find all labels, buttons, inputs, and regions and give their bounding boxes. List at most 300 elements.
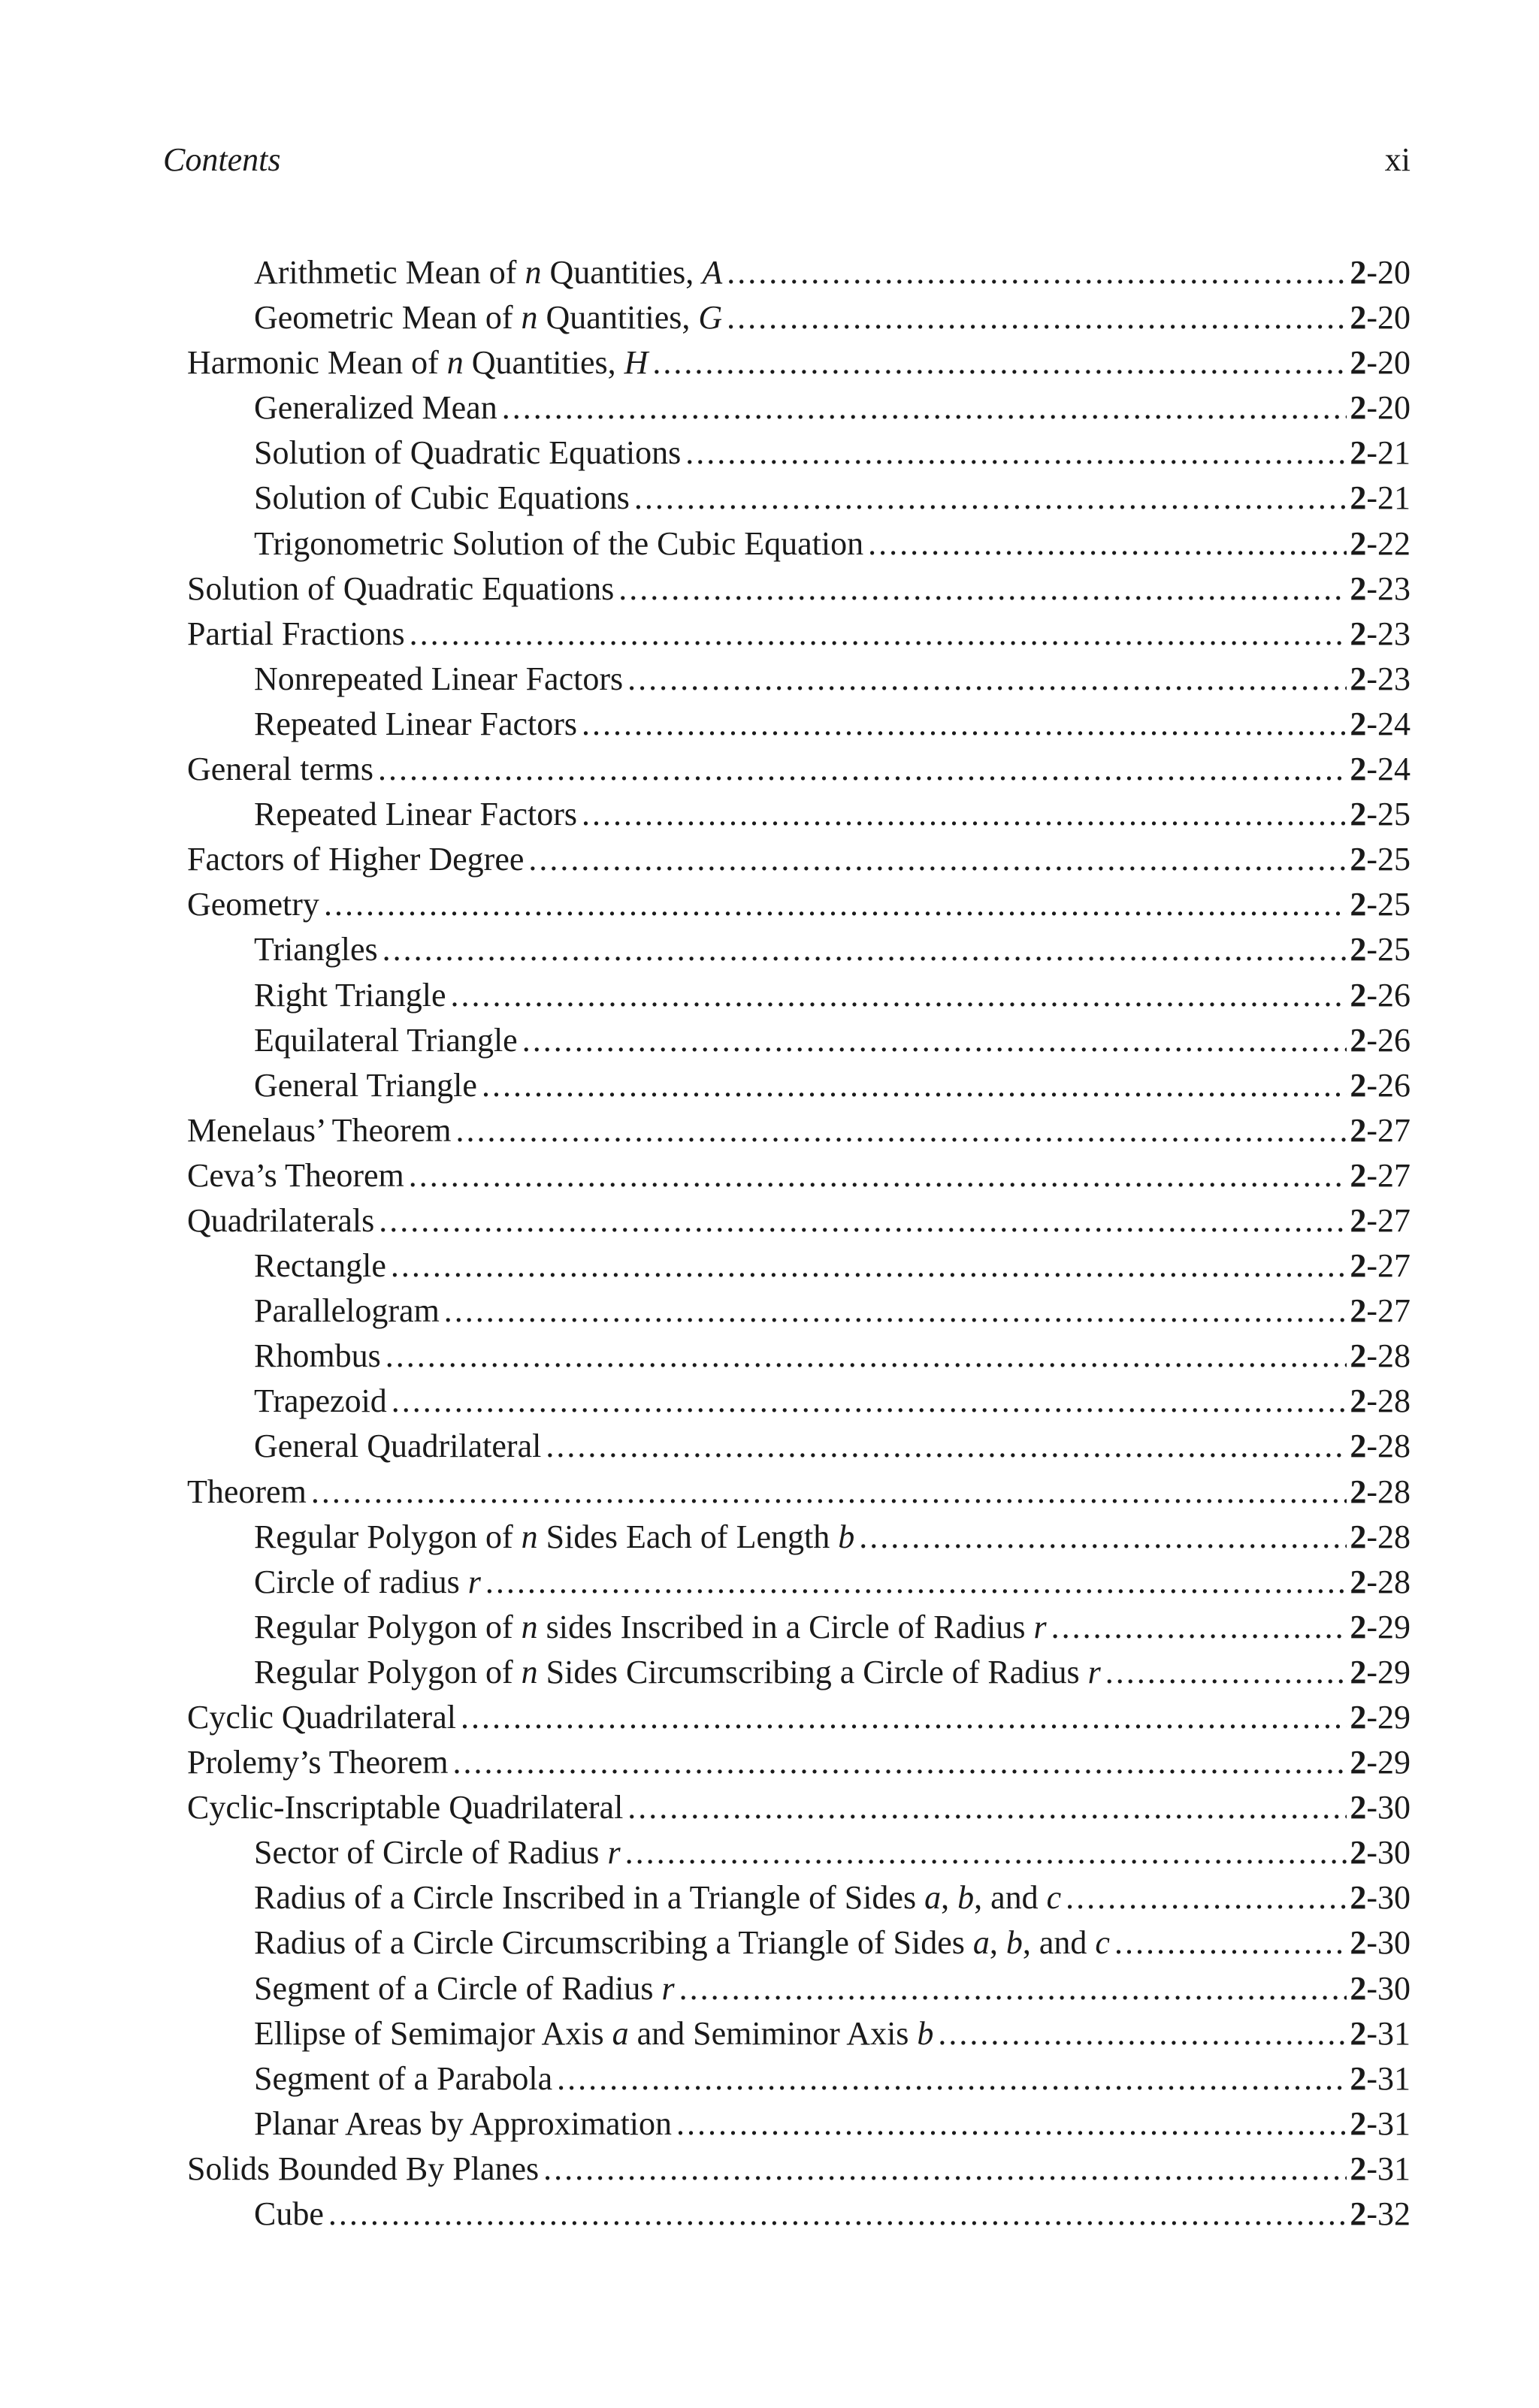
toc-chapter-number: 2 [1350,1156,1367,1194]
toc-title-segment: Geometry [187,886,319,923]
toc-title-segment: Segment of a Parabola [254,2059,553,2097]
toc-entry [187,2011,1410,2056]
toc-entry [187,882,1410,927]
toc-entry-title [254,385,497,431]
toc-entry [187,1153,1410,1198]
dot-leader [392,1379,1347,1424]
toc-title-segment: Geometric Mean of [254,299,522,337]
toc-title-segment: Right Triangle [254,976,446,1014]
toc-page-ref [1350,1334,1410,1379]
dot-leader [311,1470,1347,1515]
toc-page-number: -22 [1366,524,1410,562]
toc-page-number: -27 [1366,1156,1410,1194]
toc-title-segment: Factors of Higher Degree [187,841,525,878]
toc-entry [187,973,1410,1018]
toc-page-number: -26 [1366,976,1410,1014]
toc-entry [187,1740,1410,1785]
toc-title-segment: Cube [254,2195,324,2233]
toc-math-variable: n [521,1518,538,1555]
toc-chapter-number: 2 [1350,570,1367,607]
toc-entry-title [254,431,681,476]
toc-title-segment: Radius of a Circle Circumscribing a Triangle of Sides [254,1924,973,1962]
dot-leader [582,702,1347,747]
toc-page-ref [1350,1153,1410,1198]
toc-page-ref [1350,2056,1410,2101]
toc-page-ref [1350,1108,1410,1153]
toc-entry-title [187,612,405,657]
toc-entry-title [254,295,722,340]
toc-page-ref [1350,1875,1410,1920]
toc-math-variable: b [957,1879,975,1917]
dot-leader [557,2056,1347,2101]
toc-title-segment: Nonrepeated Linear Factors [254,660,624,697]
dot-leader [938,2011,1347,2056]
toc-page-ref [1350,385,1410,431]
toc-chapter-number: 2 [1350,524,1367,562]
toc-title-segment: General Quadrilateral [254,1428,542,1465]
toc-chapter-number: 2 [1350,344,1367,382]
dot-leader [452,1740,1347,1785]
toc-page-ref [1350,566,1410,612]
toc-chapter-number: 2 [1350,1518,1367,1555]
toc-title-segment: Quantities, [537,299,699,337]
toc-title-segment: Radius of a Circle Inscribed in a Triangle of Sides [254,1879,925,1917]
toc-page-number: -21 [1366,479,1410,517]
toc-page-number: -25 [1366,886,1410,923]
dot-leader [328,2192,1347,2237]
toc-page-ref [1350,612,1410,657]
toc-title-segment: Theorem [187,1473,307,1510]
toc-page-number: -20 [1366,389,1410,427]
toc-entry-title [187,1198,374,1243]
toc-math-variable: n [521,299,538,337]
toc-title-segment: Solution of Quadratic Equations [187,570,615,607]
dot-leader [627,1785,1347,1830]
toc-entry-title [254,521,863,566]
toc-page-number: -28 [1366,1428,1410,1465]
toc-math-variable: n [521,1653,538,1690]
toc-page-ref [1350,1560,1410,1605]
toc-chapter-number: 2 [1350,2150,1367,2187]
toc-page-number: -28 [1366,1563,1410,1600]
toc-page-number: -23 [1366,660,1410,697]
toc-title-segment: sides Inscribed in a Circle of Radius [537,1608,1034,1645]
toc-math-variable: r [661,1969,675,2007]
toc-entry [187,431,1410,476]
toc-page-number: -30 [1366,1789,1410,1826]
toc-title-segment: Regular Polygon of [254,1518,522,1555]
toc-entry-title [254,657,623,702]
toc-page-number: -20 [1366,254,1410,291]
toc-chapter-number: 2 [1350,705,1367,742]
dot-leader [379,1198,1347,1243]
toc-entry [187,2101,1410,2147]
toc-entry-title [254,1243,386,1289]
toc-page-ref [1350,2101,1410,2147]
toc-title-segment: Ellipse of Semimajor Axis [254,2014,612,2052]
toc-entry-title [187,1695,456,1740]
toc-page-ref [1350,250,1410,295]
toc-entry-title [254,2192,324,2237]
dot-leader [634,476,1347,521]
toc-entry-title [254,1966,675,2011]
toc-chapter-number: 2 [1350,2014,1367,2052]
toc-entry [187,385,1410,431]
toc-page-number: -24 [1366,705,1410,742]
toc-entry [187,792,1410,837]
toc-chapter-number: 2 [1350,976,1367,1014]
dot-leader [461,1695,1347,1740]
toc-page-number: -31 [1366,2104,1410,2142]
toc-title-segment: , [989,1924,1006,1962]
toc-entry-title [254,1424,541,1469]
toc-entry-title [187,340,648,385]
toc-entry [187,250,1410,295]
toc-math-variable: c [1095,1924,1110,1962]
dot-leader [679,1966,1347,2011]
toc-page-number: -28 [1366,1382,1410,1420]
dot-leader [451,973,1347,1018]
toc-chapter-number: 2 [1350,1292,1367,1330]
toc-chapter-number: 2 [1350,2104,1367,2142]
toc-title-segment: , and [974,1879,1047,1917]
toc-entry [187,837,1410,882]
toc-page-number: -29 [1366,1744,1410,1781]
toc-chapter-number: 2 [1350,1247,1367,1285]
toc-page-ref [1350,1018,1410,1063]
toc-title-segment: Sides Circumscribing a Circle of Radius [537,1653,1088,1690]
toc-page-ref [1350,1920,1410,1965]
toc-page-number: -25 [1366,931,1410,968]
toc-title-segment: Trigonometric Solution of the Cubic Equation [254,524,864,562]
toc-entry [187,1515,1410,1560]
toc-title-segment: Menelaus’ Theorem [187,1111,452,1149]
toc-title-segment: Arithmetic Mean of [254,254,525,291]
toc-page-number: -25 [1366,841,1410,878]
toc-entry-title [254,927,378,972]
toc-chapter-number: 2 [1350,1879,1367,1917]
toc-page-ref [1350,295,1410,340]
toc-math-variable: b [1005,1924,1023,1962]
dot-leader [627,657,1347,702]
toc-page-number: -20 [1366,344,1410,382]
toc-chapter-number: 2 [1350,931,1367,968]
toc-chapter-number: 2 [1350,1969,1367,2007]
dot-leader [727,250,1347,295]
toc-entry [187,1785,1410,1830]
toc-title-segment: Repeated Linear Factors [254,796,578,833]
toc-entry-title [254,1650,1101,1695]
toc-entry-title [187,747,373,792]
toc-title-segment: General Triangle [254,1066,477,1104]
toc-entry [187,2056,1410,2101]
toc-entry-title [254,1379,387,1424]
toc-page-number: -27 [1366,1247,1410,1285]
toc-entry-title [254,2056,552,2101]
toc-title-segment: General terms [187,751,373,788]
toc-entry-title [254,1920,1110,1965]
toc-chapter-number: 2 [1350,299,1367,337]
toc-page-ref [1350,340,1410,385]
toc-page-ref [1350,431,1410,476]
dot-leader [727,295,1347,340]
toc-page-ref [1350,1966,1410,2011]
toc-entry [187,476,1410,521]
toc-math-variable: A [702,254,723,291]
toc-entry [187,1108,1410,1153]
toc-title-segment: Quadrilaterals [187,1201,375,1239]
toc-entry-title [254,250,722,295]
toc-title-segment: Partial Fractions [187,615,405,652]
toc-page-ref [1350,837,1410,882]
toc-title-segment: Equilateral Triangle [254,1021,518,1059]
toc-page-number: -24 [1366,751,1410,788]
toc-title-segment: Circle of radius [254,1563,468,1600]
toc-title-segment: , [941,1879,958,1917]
toc-entry-title [254,1289,440,1334]
toc-entry-title [187,837,524,882]
toc-math-variable: a [972,1924,990,1962]
toc-page-number: -29 [1366,1608,1410,1645]
toc-title-segment: Sector of Circle of Radius [254,1834,608,1872]
toc-entry-title [187,1740,448,1785]
toc-entry [187,1018,1410,1063]
toc-title-segment: Regular Polygon of [254,1608,522,1645]
toc-page-ref [1350,521,1410,566]
toc-entry-title [254,1334,381,1379]
toc-entry [187,1695,1410,1740]
toc-math-variable: a [612,2014,629,2052]
toc-page-ref [1350,2011,1410,2056]
toc-page-number: -30 [1366,1969,1410,2007]
toc-entry-title [254,1560,481,1605]
table-of-contents [187,250,1410,2237]
dot-leader [410,612,1347,657]
toc-page-number: -30 [1366,1924,1410,1962]
toc-page-ref [1350,1289,1410,1334]
toc-entry [187,2147,1410,2192]
toc-entry [187,1289,1410,1334]
toc-page-number: -26 [1366,1021,1410,1059]
toc-title-segment: Prolemy’s Theorem [187,1744,449,1781]
toc-entry [187,521,1410,566]
toc-entry [187,1063,1410,1108]
toc-page-ref [1350,702,1410,747]
toc-page-number: -30 [1366,1834,1410,1872]
toc-title-segment: Sides Each of Length [537,1518,839,1555]
toc-entry [187,340,1410,385]
toc-entry [187,295,1410,340]
toc-entry-title [254,1515,854,1560]
running-title: Contents [163,141,281,178]
toc-page-number: -31 [1366,2014,1410,2052]
toc-chapter-number: 2 [1350,1924,1367,1962]
toc-entry [187,702,1410,747]
toc-entry-title [254,2011,933,2056]
toc-title-segment: Planar Areas by Approximation [254,2104,673,2142]
toc-entry-title [187,2147,539,2192]
toc-page-number: -26 [1366,1066,1410,1104]
toc-entry-title [254,476,630,521]
toc-chapter-number: 2 [1350,1337,1367,1375]
toc-page-ref [1350,792,1410,837]
toc-entry-title [254,1875,1061,1920]
toc-page-number: -29 [1366,1653,1410,1690]
toc-page-ref [1350,747,1410,792]
toc-entry [187,747,1410,792]
toc-title-segment: Rectangle [254,1247,386,1285]
toc-entry-title [187,1108,451,1153]
toc-entry-title [254,1063,477,1108]
toc-chapter-number: 2 [1350,2195,1367,2233]
toc-chapter-number: 2 [1350,434,1367,472]
toc-entry-title [187,566,614,612]
toc-entry-title [254,1830,621,1875]
toc-entry [187,1334,1410,1379]
toc-title-segment: Generalized Mean [254,389,497,427]
toc-entry [187,1379,1410,1424]
toc-entry [187,1424,1410,1469]
toc-title-segment: Repeated Linear Factors [254,705,578,742]
toc-page-ref [1350,1605,1410,1650]
toc-page-number: -23 [1366,615,1410,652]
toc-title-segment: Harmonic Mean of [187,344,447,382]
toc-page-number: -30 [1366,1879,1410,1917]
toc-chapter-number: 2 [1350,1021,1367,1059]
toc-entry-title [254,792,577,837]
dot-leader [324,882,1347,927]
toc-entry [187,2192,1410,2237]
toc-chapter-number: 2 [1350,841,1367,878]
toc-entry [187,1966,1410,2011]
toc-math-variable: c [1046,1879,1062,1917]
toc-page-ref [1350,657,1410,702]
toc-chapter-number: 2 [1350,1834,1367,1872]
toc-math-variable: r [1087,1653,1101,1690]
toc-chapter-number: 2 [1350,254,1367,291]
dot-leader [391,1243,1347,1289]
toc-page-ref [1350,1470,1410,1515]
dot-leader [676,2101,1347,2147]
dot-leader [485,1560,1347,1605]
toc-math-variable: r [467,1563,481,1600]
toc-entry [187,1650,1410,1695]
toc-chapter-number: 2 [1350,1563,1367,1600]
toc-entry [187,1243,1410,1289]
toc-page-number: -21 [1366,434,1410,472]
dot-leader [625,1830,1347,1875]
dot-leader [522,1018,1347,1063]
toc-page-ref [1350,476,1410,521]
toc-entry [187,657,1410,702]
toc-page-ref [1350,1695,1410,1740]
toc-page-ref [1350,1063,1410,1108]
toc-page-number: -27 [1366,1292,1410,1330]
toc-page-number: -27 [1366,1201,1410,1239]
dot-leader [1114,1920,1347,1965]
toc-chapter-number: 2 [1350,389,1367,427]
toc-entry [187,927,1410,972]
dot-leader [1105,1650,1347,1695]
toc-chapter-number: 2 [1350,1744,1367,1781]
toc-title-segment: Trapezoid [254,1382,387,1420]
toc-page-number: -20 [1366,299,1410,337]
toc-math-variable: a [924,1879,942,1917]
dot-leader [868,521,1347,566]
toc-chapter-number: 2 [1350,796,1367,833]
toc-page-number: -29 [1366,1699,1410,1736]
dot-leader [409,1153,1347,1198]
toc-entry [187,612,1410,657]
toc-entry [187,1875,1410,1920]
toc-page-number: -23 [1366,570,1410,607]
dot-leader [618,566,1347,612]
toc-math-variable: r [607,1834,621,1872]
toc-chapter-number: 2 [1350,1789,1367,1826]
toc-title-segment: Solution of Cubic Equations [254,479,630,517]
toc-entry-title [254,1605,1047,1650]
dot-leader [546,1424,1347,1469]
toc-page-ref [1350,1650,1410,1695]
toc-math-variable: b [838,1518,855,1555]
toc-page-number: -27 [1366,1111,1410,1149]
toc-chapter-number: 2 [1350,1066,1367,1104]
toc-page-number: -32 [1366,2195,1410,2233]
toc-page-ref [1350,1243,1410,1289]
toc-chapter-number: 2 [1350,615,1367,652]
toc-math-variable: H [624,344,649,382]
dot-leader [386,1334,1347,1379]
dot-leader [582,792,1347,837]
toc-math-variable: n [521,1608,538,1645]
toc-chapter-number: 2 [1350,1473,1367,1510]
toc-page-ref [1350,1515,1410,1560]
toc-math-variable: b [917,2014,934,2052]
toc-entry [187,1920,1410,1965]
dot-leader [528,837,1347,882]
toc-page-number: -28 [1366,1473,1410,1510]
toc-entry-title [254,2101,672,2147]
toc-title-segment: Rhombus [254,1337,381,1375]
toc-entry-title [254,973,446,1018]
toc-title-segment: Ceva’s Theorem [187,1156,404,1194]
dot-leader [378,747,1347,792]
dot-leader [685,431,1347,476]
toc-entry [187,1830,1410,1875]
toc-page-ref [1350,882,1410,927]
toc-page-ref [1350,1785,1410,1830]
toc-title-segment: Quantities, [541,254,703,291]
toc-chapter-number: 2 [1350,1608,1367,1645]
toc-math-variable: r [1033,1608,1047,1645]
toc-chapter-number: 2 [1350,886,1367,923]
dot-leader [455,1108,1347,1153]
dot-leader [382,927,1347,972]
dot-leader [543,2147,1347,2192]
toc-page-number: -31 [1366,2150,1410,2187]
toc-chapter-number: 2 [1350,1382,1367,1420]
dot-leader [1051,1605,1347,1650]
dot-leader [444,1289,1347,1334]
toc-title-segment: Solids Bounded By Planes [187,2150,540,2187]
toc-entry [187,1605,1410,1650]
toc-chapter-number: 2 [1350,1111,1367,1149]
page-number: xi [1384,141,1410,178]
toc-page-ref [1350,1740,1410,1785]
toc-title-segment: Regular Polygon of [254,1653,522,1690]
toc-page-ref [1350,927,1410,972]
toc-entry-title [254,1018,518,1063]
